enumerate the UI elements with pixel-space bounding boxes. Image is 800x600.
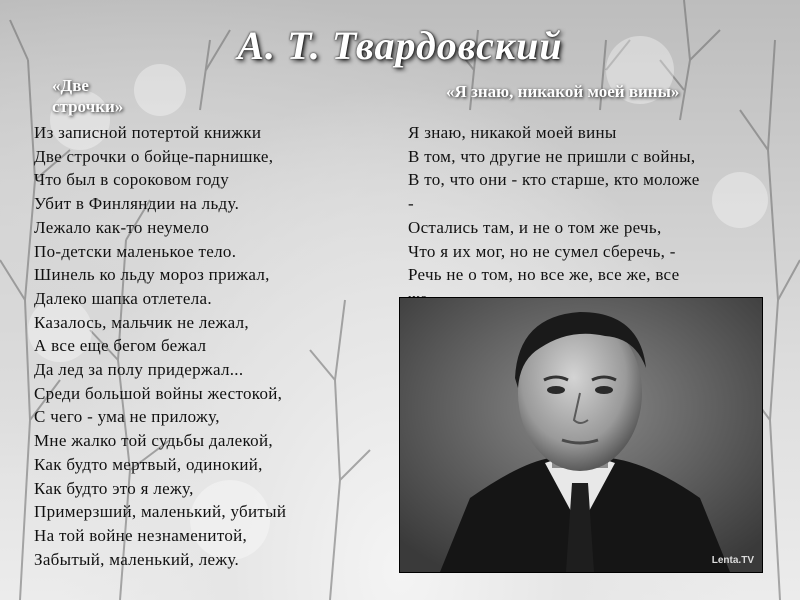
poem-line: Среди большой войны жестокой, (34, 383, 283, 403)
poem-line: Казалось, мальчик не лежал, (34, 312, 249, 332)
poem-line: По-детски маленькое тело. (34, 241, 237, 261)
poem-line: Примерзший, маленький, убитый (34, 502, 287, 522)
poem-line: Остались там, и не о том же речь, (408, 217, 662, 237)
poem-line: Речь не о том, но все же, все же, все (408, 265, 680, 285)
poem-line: С чего - ума не приложу, (34, 407, 220, 427)
right-poem-heading: «Я знаю, никакой моей вины» (446, 82, 680, 101)
poem-line: А все еще бегом бежал (34, 336, 207, 356)
photo-credit: Lenta.TV (711, 555, 754, 566)
left-poem-heading: «Две строчки» (52, 76, 124, 117)
poem-line: Убит в Финляндии на льду. (34, 194, 240, 214)
poem-line: Две строчки о бойце-парнишке, (34, 146, 274, 166)
poem-line: Что я их мог, но не сумел сберечь, - (408, 241, 676, 261)
poem-line: Из записной потертой книжки (34, 123, 262, 142)
poem-line: Что был в сороковом году (34, 170, 230, 190)
poem-line: На той войне незнаменитой, (34, 525, 248, 545)
poem-line: Лежало как-то неумело (34, 217, 210, 237)
poem-line: - (408, 194, 414, 214)
poem-line: В то, что они - кто старше, кто моложе (408, 170, 700, 190)
poem-line: В том, что другие не пришли с войны, (408, 146, 696, 166)
author-portrait-photo (400, 298, 762, 572)
left-poem-text (34, 121, 404, 571)
poem-line: Да лед за полу придержал... (34, 360, 244, 380)
poem-line: Далеко шапка отлетела. (34, 288, 212, 308)
poem-line: Мне жалко той судьбы далекой, (34, 431, 273, 451)
right-poem-text (408, 121, 793, 296)
poem-line: Как будто мертвый, одинокий, (34, 454, 263, 474)
poem-line: Забытый, маленький, лежу. (34, 549, 240, 569)
portrait-illustration (400, 298, 762, 572)
poem-line: Шинель ко льду мороз прижал, (34, 265, 270, 285)
poem-line: Как будто это я лежу, (34, 478, 194, 498)
page-title: А. Т. Твардовский (237, 23, 563, 68)
poem-line: Я знаю, никакой моей вины (408, 123, 617, 142)
